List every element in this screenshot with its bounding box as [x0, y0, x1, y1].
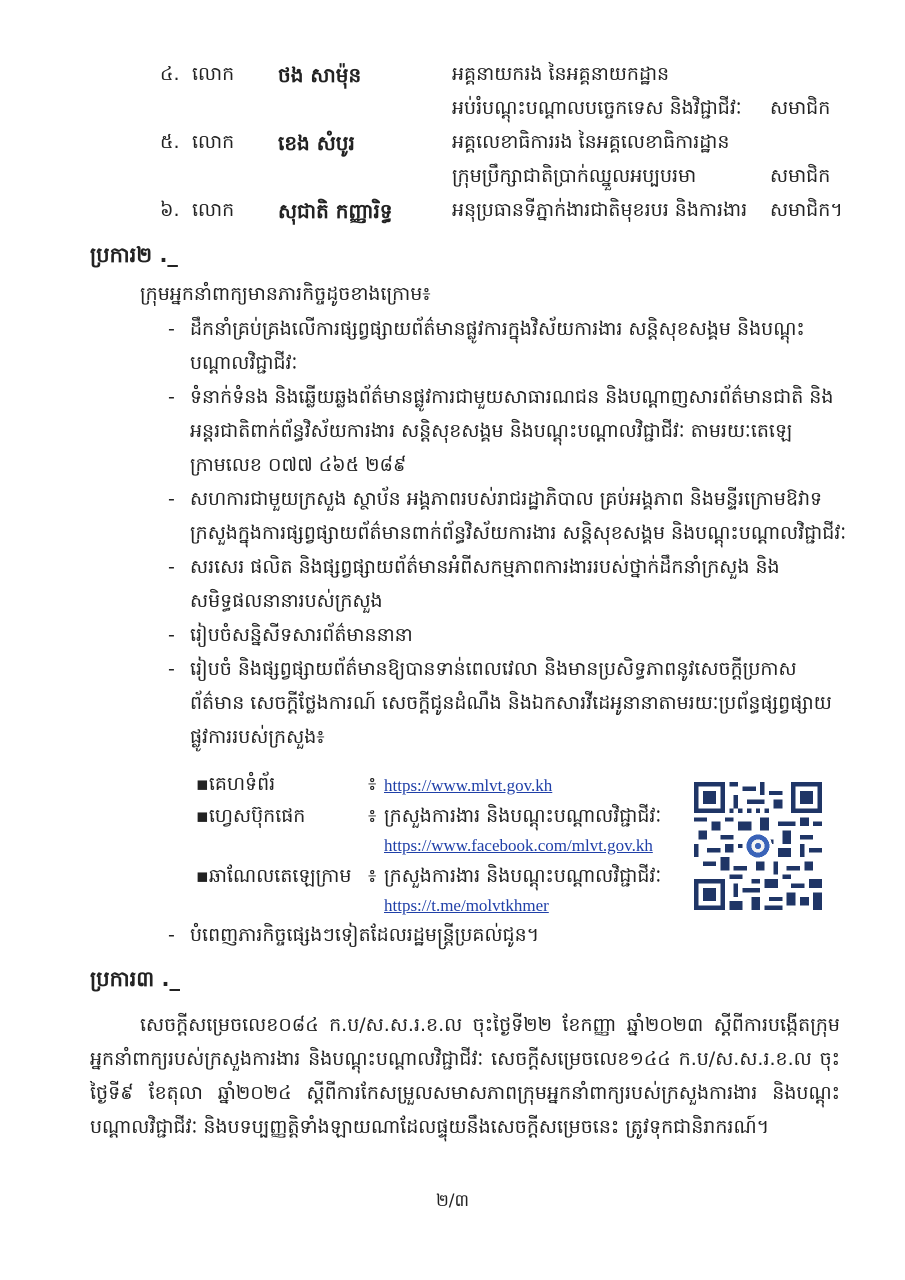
member-title: លោក — [192, 63, 235, 85]
telegram-link[interactable]: https://t.me/molvtkhmer — [384, 896, 549, 915]
contact-label: ▪ឆាណែលតេឡេក្រាម — [196, 865, 352, 887]
member-position: អគ្គនាយករង នៃអគ្គនាយកដ្ឋាន — [452, 63, 670, 85]
article-2-heading: ប្រការ២ ._ — [90, 243, 178, 267]
member-number: ៤. — [160, 63, 180, 85]
contact-facebook — [196, 804, 696, 836]
list-item: - សហការជាមួយក្រសួង ស្ថាប័ន អង្គភាពរបស់រាជរដ្ឋាភិបាល គ្រប់អង្គភាព និងមន្ទីរក្រោមឱវាទក្រសួងក្នុងការផ្សព្វផ្សាយព័ត៌មានពាក់ព័ន្ធវិស័យការងារ សន្តិសុខសង្គម និងបណ្តុះបណ្តាលវិជ្ជាជីវៈ — [168, 488, 847, 544]
member-position: អនុប្រធានទីភ្នាក់ងារជាតិមុខរបរ និងការងារ — [452, 199, 748, 221]
member-title: លោក — [192, 199, 235, 221]
list-item: - រៀបចំ និងផ្សព្វផ្សាយព័ត៌មានឱ្យបានទាន់ពេលវេលា និងមានប្រសិទ្ធភាពនូវសេចក្តីប្រកាសព័ត៌មាន សេចក្តីថ្លែងការណ៍ សេចក្តីជូនដំណឹង និងឯកសារវីដេអូនានាតាមរយៈប្រព័ន្ធផ្សព្វផ្សាយផ្លូវការរបស់ក្រសួង៖ — [168, 658, 832, 748]
member-position-line2: អប់រំបណ្តុះបណ្តាលបច្ចេកទេស និងវិជ្ជាជីវៈ — [452, 97, 742, 119]
member-role: សមាជិក។ — [770, 199, 843, 221]
member-row — [0, 198, 905, 232]
contact-value: ក្រសួងការងារ និងបណ្តុះបណ្តាលវិជ្ជាជីវៈ — [384, 805, 662, 827]
list-item: - ទំនាក់ទំនង និងឆ្លើយឆ្លងព័ត៌មានផ្លូវការជាមួយសាធារណជន និងបណ្តាញសារព័ត៌មានជាតិ និងអន្តរជាតិពាក់ព័ន្ធវិស័យការងារ សន្តិសុខសង្គម និងបណ្តុះបណ្តាលវិជ្ជាជីវៈ តាមរយៈតេឡេក្រាមលេខ ០៧៧ ៤៦៥ ២៨៩ — [168, 386, 834, 476]
facebook-link[interactable]: https://www.facebook.com/mlvt.gov.kh — [384, 836, 653, 855]
member-row-cont — [0, 164, 905, 198]
website-link[interactable]: https://www.mlvt.gov.kh — [384, 776, 553, 795]
contact-label: ▪គេហទំព័រ — [196, 773, 276, 795]
contact-colon: ៖ — [368, 805, 377, 827]
list-item: - ដឹកនាំគ្រប់គ្រងលើការផ្សព្វផ្សាយព័ត៌មានផ្លូវការក្នុងវិស័យការងារ សន្តិសុខសង្គម និងបណ្តុះបណ្តាលវិជ្ជាជីវៈ — [168, 318, 805, 374]
member-row — [0, 130, 905, 164]
member-row-cont — [0, 96, 905, 130]
contact-facebook-link-row — [196, 836, 696, 864]
member-name: សុជាតិ កញ្ញារិទ្ធ — [278, 199, 393, 223]
article-3-text: សេចក្តីសម្រេចលេខ០៨៤ ក.ប/ស.ស.រ.ខ.ល ចុះថ្ងៃទី២២ ខែកញ្ញា ឆ្នាំ២០២៣ ស្តីពីការបង្កើតក្រុមអ្នកនាំពាក្យរបស់ក្រសួងការងារ និងបណ្តុះបណ្តាលវិជ្ជាជីវៈ សេចក្តីសម្រេចលេខ១៤៤ ក.ប/ស.ស.រ.ខ.ល ចុះថ្ងៃទី៩ ខែតុលា ឆ្នាំ២០២៤ ស្តីពីការកែសម្រួលសមាសភាពក្រុមអ្នកនាំពាក្យរបស់ក្រសួងការងារ និងបណ្តុះបណ្តាលវិជ្ជាជីវៈ និងបទប្បញ្ញត្តិទាំងឡាយណាដែលផ្ទុយនឹងសេចក្តីសម្រេចនេះ ត្រូវទុកជានិរាករណ៍។ — [90, 1014, 840, 1138]
list-item: - រៀបចំសន្និសីទសារព័ត៌មាននានា — [168, 624, 413, 646]
member-title: លោក — [192, 131, 235, 153]
contact-colon: ៖ — [368, 773, 377, 795]
member-role: សមាជិក — [770, 165, 831, 187]
member-name: ខេង សំបូរ — [278, 131, 355, 155]
member-number: ៦. — [160, 199, 180, 221]
list-item: - បំពេញភារកិច្ចផ្សេងៗទៀតដែលរដ្ឋមន្ត្រីប្រគល់ជូន។ — [168, 924, 540, 946]
list-item: - សរសេរ ផលិត និងផ្សព្វផ្សាយព័ត៌មានអំពីសកម្មភាពការងាររបស់ថ្នាក់ដឹកនាំក្រសួង និងសមិទ្ធផលនានារបស់ក្រសួង — [168, 556, 780, 612]
member-role: សមាជិក — [770, 97, 831, 119]
member-name: ថង សាម៉ុន — [278, 63, 362, 87]
duties-list — [168, 312, 848, 754]
page-number: ២/៣ — [435, 1191, 470, 1211]
article-2-intro: ក្រុមអ្នកនាំពាក្យមានភារកិច្ចដូចខាងក្រោម៖ — [140, 283, 431, 305]
member-row — [0, 62, 905, 96]
member-position: អគ្គលេខាធិការរង នៃអគ្គលេខាធិការដ្ឋាន — [452, 131, 730, 153]
duties-list-last — [168, 918, 848, 952]
qr-code-icon — [694, 782, 822, 910]
article-3-heading: ប្រការ៣ ._ — [90, 967, 180, 991]
contact-colon: ៖ — [368, 865, 377, 887]
contact-label: ▪ហ្វេសប៊ុកផេក — [196, 805, 306, 827]
contact-website — [196, 772, 696, 804]
member-number: ៥. — [160, 131, 180, 153]
contact-list — [196, 772, 696, 924]
contact-telegram — [196, 864, 696, 896]
contact-value: ក្រសួងការងារ និងបណ្តុះបណ្តាលវិជ្ជាជីវៈ — [384, 865, 662, 887]
member-position-line2: ក្រុមប្រឹក្សាជាតិប្រាក់ឈ្នួលអប្បបរមា — [452, 165, 697, 187]
